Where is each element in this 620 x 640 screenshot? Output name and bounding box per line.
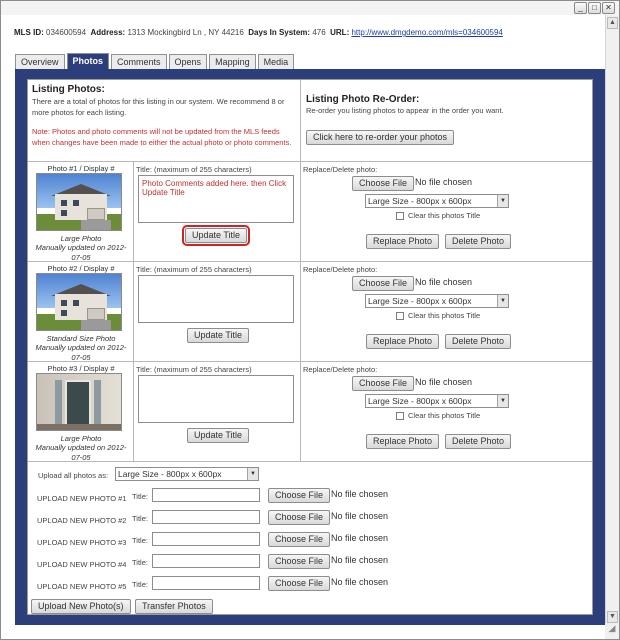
photo-updated-label: Manually updated on 2012-07-05	[35, 343, 127, 362]
update-title-button[interactable]: Update Title	[187, 428, 249, 443]
photo-header: Photo #1 / Display #	[47, 164, 115, 173]
chevron-down-icon: ▼	[247, 468, 258, 480]
upload-title-input[interactable]	[152, 576, 260, 590]
close-button[interactable]: ✕	[602, 2, 615, 14]
scroll-up-icon[interactable]: ▲	[607, 17, 618, 29]
upload-all-size-select[interactable]: Large Size - 800px x 600px ▼	[115, 467, 259, 481]
tab-comments[interactable]: Comments	[111, 54, 167, 69]
upload-choose-file-button[interactable]: Choose File	[268, 510, 330, 525]
mls-id-label: MLS ID:	[14, 28, 44, 37]
choose-file-button[interactable]: Choose File	[352, 176, 414, 191]
upload-row-label: UPLOAD NEW PHOTO #5	[37, 582, 127, 591]
photo-title-textarea[interactable]	[138, 175, 294, 223]
upload-title-input[interactable]	[152, 488, 260, 502]
listing-url-link[interactable]: http://www.dmgdemo.com/mls=034600594	[351, 28, 503, 37]
house-photo-thumbnail[interactable]	[36, 273, 122, 331]
upload-no-file-text: No file chosen	[331, 533, 389, 543]
no-file-chosen-text: No file chosen	[415, 277, 473, 287]
reorder-photos-button[interactable]: Click here to re-order your photos	[306, 130, 454, 145]
title-field-label: Title: (maximum of 255 characters)	[136, 265, 252, 274]
photo-row-1	[28, 162, 592, 262]
chevron-down-icon: ▼	[497, 195, 508, 207]
listing-photos-note: Note: Photos and photo comments will not be updated from the MLS feeds when changes have been made to either the actual photo or photo comments.	[32, 127, 292, 147]
maximize-button[interactable]: □	[588, 2, 601, 14]
delete-photo-button[interactable]: Delete Photo	[445, 434, 511, 449]
reorder-title: Listing Photo Re-Order:	[306, 94, 420, 105]
photo-size-select[interactable]: Large Size - 800px x 600px ▼	[365, 294, 509, 308]
photo-updated-label: Manually updated on 2012-07-05	[35, 443, 127, 462]
photo-size-label: Large Photo	[60, 234, 102, 243]
choose-file-button[interactable]: Choose File	[352, 276, 414, 291]
title-field-label: Title: (maximum of 255 characters)	[136, 165, 252, 174]
chevron-down-icon: ▼	[497, 395, 508, 407]
tab-media[interactable]: Media	[258, 54, 295, 69]
upload-all-label: Upload all photos as:	[38, 471, 109, 480]
upload-section	[28, 462, 592, 614]
upload-title-input[interactable]	[152, 532, 260, 546]
choose-file-button[interactable]: Choose File	[352, 376, 414, 391]
reorder-desc: Re-order you listing photos to appear in the order you want.	[306, 106, 504, 115]
upload-new-photos-button[interactable]: Upload New Photo(s)	[31, 599, 131, 614]
upload-title-label: Title:	[132, 536, 148, 545]
replace-photo-button[interactable]: Replace Photo	[366, 434, 439, 449]
title-field-label: Title: (maximum of 255 characters)	[136, 365, 252, 374]
house-photo-thumbnail[interactable]	[36, 173, 122, 231]
resize-grip-icon[interactable]: ◢	[605, 623, 619, 639]
front-door-photo-thumbnail[interactable]	[36, 373, 122, 431]
address-label: Address:	[90, 28, 126, 37]
upload-choose-file-button[interactable]: Choose File	[268, 554, 330, 569]
title-bar	[1, 1, 619, 15]
photo-row-3	[28, 362, 592, 462]
photo-size-select[interactable]: Large Size - 800px x 600px ▼	[365, 194, 509, 208]
photo-row-2	[28, 262, 592, 362]
listing-header-section	[28, 80, 592, 162]
replace-delete-label: Replace/Delete photo:	[303, 265, 378, 274]
tab-photos[interactable]: Photos	[67, 53, 110, 69]
photo-size-select[interactable]: Large Size - 800px x 600px ▼	[365, 394, 509, 408]
delete-photo-button[interactable]: Delete Photo	[445, 234, 511, 249]
chevron-down-icon: ▼	[497, 295, 508, 307]
tab-bar	[15, 54, 294, 69]
photo-header: Photo #2 / Display #	[47, 264, 115, 273]
replace-delete-label: Replace/Delete photo:	[303, 165, 378, 174]
upload-title-input[interactable]	[152, 510, 260, 524]
upload-no-file-text: No file chosen	[331, 577, 389, 587]
upload-choose-file-button[interactable]: Choose File	[268, 576, 330, 591]
address-value: 1313 Mockingbird Ln , NY 44216	[127, 28, 244, 37]
photo-header: Photo #3 / Display #	[47, 364, 115, 373]
photo-title-textarea[interactable]	[138, 275, 294, 323]
upload-choose-file-button[interactable]: Choose File	[268, 488, 330, 503]
update-title-button[interactable]: Update Title	[187, 328, 249, 343]
photo-title-textarea[interactable]	[138, 375, 294, 423]
vertical-scrollbar[interactable]	[605, 15, 619, 625]
replace-delete-label: Replace/Delete photo:	[303, 365, 378, 374]
upload-no-file-text: No file chosen	[331, 489, 389, 499]
upload-row-label: UPLOAD NEW PHOTO #3	[37, 538, 127, 547]
photos-panel	[27, 79, 593, 615]
upload-title-input[interactable]	[152, 554, 260, 568]
tab-overview[interactable]: Overview	[15, 54, 65, 69]
days-value: 476	[312, 28, 326, 37]
upload-title-label: Title:	[132, 514, 148, 523]
update-title-button[interactable]: Update Title	[185, 228, 247, 243]
upload-title-label: Title:	[132, 580, 148, 589]
upload-row-label: UPLOAD NEW PHOTO #4	[37, 560, 127, 569]
clear-title-checkbox[interactable]	[396, 412, 404, 420]
no-file-chosen-text: No file chosen	[415, 177, 473, 187]
photo-size-label: Standard Size Photo	[46, 334, 116, 343]
minimize-button[interactable]: _	[574, 2, 587, 14]
days-label: Days In System:	[248, 28, 311, 37]
replace-photo-button[interactable]: Replace Photo	[366, 334, 439, 349]
photo-updated-label: Manually updated on 2012-07-05	[35, 243, 127, 262]
listing-photos-title: Listing Photos:	[32, 84, 105, 95]
clear-title-label: Clear this photos Title	[408, 411, 481, 420]
clear-title-checkbox[interactable]	[396, 212, 404, 220]
tab-opens[interactable]: Opens	[169, 54, 208, 69]
upload-no-file-text: No file chosen	[331, 555, 389, 565]
replace-photo-button[interactable]: Replace Photo	[366, 234, 439, 249]
photo-size-label: Large Photo	[60, 434, 102, 443]
upload-row-label: UPLOAD NEW PHOTO #2	[37, 516, 127, 525]
url-label: URL:	[330, 28, 350, 37]
tab-mapping[interactable]: Mapping	[209, 54, 256, 69]
scroll-down-icon[interactable]: ▼	[607, 611, 618, 623]
upload-choose-file-button[interactable]: Choose File	[268, 532, 330, 547]
clear-title-label: Clear this photos Title	[408, 211, 481, 220]
clear-title-label: Clear this photos Title	[408, 311, 481, 320]
listing-info-line	[14, 28, 503, 37]
clear-title-checkbox[interactable]	[396, 312, 404, 320]
upload-no-file-text: No file chosen	[331, 511, 389, 521]
upload-title-label: Title:	[132, 558, 148, 567]
listing-photos-desc: There are a total of photos for this listing in our system. We recommend 8 or more photos for each listing.	[32, 97, 285, 117]
upload-title-label: Title:	[132, 492, 148, 501]
delete-photo-button[interactable]: Delete Photo	[445, 334, 511, 349]
mls-id-value: 034600594	[46, 28, 87, 37]
upload-row-label: UPLOAD NEW PHOTO #1	[37, 494, 127, 503]
no-file-chosen-text: No file chosen	[415, 377, 473, 387]
transfer-photos-button[interactable]: Transfer Photos	[135, 599, 213, 614]
